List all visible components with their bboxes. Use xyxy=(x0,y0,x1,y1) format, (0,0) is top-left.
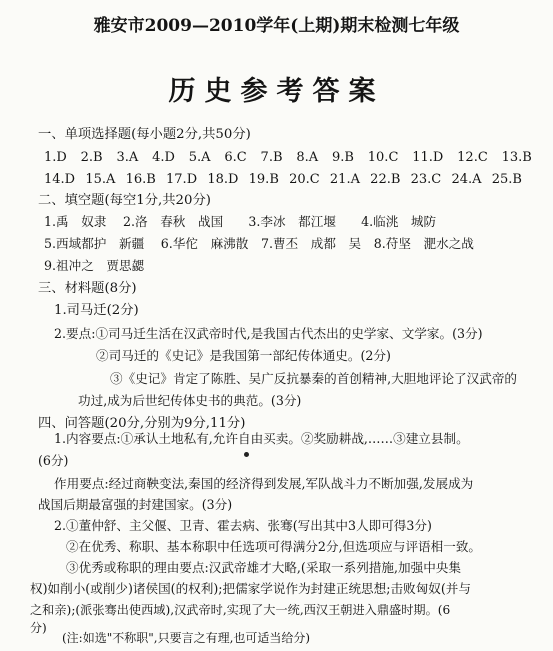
answer-4: 4.D xyxy=(152,150,175,165)
material-answer-2-point-1: 2.要点:①司马迁生活在汉武帝时代,是我国古代杰出的史学家、文学家。(3分) xyxy=(54,326,483,341)
answer-11: 11.D xyxy=(412,150,444,165)
answer-8: 8.A xyxy=(296,150,319,165)
answer-22: 22.B xyxy=(370,172,401,187)
answer-17: 17.D xyxy=(166,172,198,187)
answer-2: 2.B xyxy=(80,150,103,165)
answer-row-2 xyxy=(44,172,522,187)
material-answer-2-point-3: ③《史记》肯定了陈胜、吴广反抗暴秦的首创精神,大胆地评论了汉武帝的 xyxy=(110,371,518,386)
essay-2-point-3-cont-1: 权)如削小(或削少)诸侯国(的权利);把儒家学说作为封建正统思想;击败匈奴(并与 xyxy=(30,581,471,596)
answer-12: 12.C xyxy=(457,150,488,165)
answer-9: 9.B xyxy=(331,150,354,165)
answer-20: 20.C xyxy=(289,172,320,187)
essay-2-point-3-cont-2: 之和亲);(派张骞出使西域),汉武帝时,实现了大一统,西汉王朝进入鼎盛时期。(6 xyxy=(30,603,451,617)
answer-10: 10.C xyxy=(367,150,399,165)
answer-row-1 xyxy=(44,150,532,165)
fill-blank-line-3: 9.祖冲之 贾思勰 xyxy=(44,258,145,273)
essay-2-point-2: ②在优秀、称职、基本称职中任选项可得满分2分,但选项应与评语相一致。 xyxy=(66,539,482,554)
essay-2-point-3: ③优秀或称职的理由要点:汉武帝雄才大略,(采取一系列措施,加强中央集 xyxy=(66,560,461,575)
answer-15: 15.A xyxy=(85,172,116,187)
essay-1-effect-cont: 战国后期最富强的封建国家。(3分) xyxy=(38,497,233,512)
answer-21: 21.A xyxy=(329,172,360,187)
material-answer-1: 1.司马迁(2分) xyxy=(54,303,139,318)
material-answer-2-point-3-cont: 功过,成为后世纪传体史书的典范。(3分) xyxy=(78,393,302,408)
answer-24: 24.A xyxy=(451,172,482,187)
answer-13: 13.B xyxy=(501,150,532,165)
answer-1: 1.D xyxy=(44,150,67,165)
essay-1-content-score: (6分) xyxy=(38,453,69,468)
answer-14: 14.D xyxy=(44,172,76,187)
document-header: 雅安市2009—2010学年(上期)期末检测七年级 xyxy=(93,16,460,36)
answer-16: 16.B xyxy=(125,172,156,187)
section-3-heading: 三、材料题(8分) xyxy=(38,281,137,296)
document-title: 历史参考答案 xyxy=(168,76,385,107)
fill-blank-line-1: 1.禹 奴隶 2.洛 春秋 战国 3.李冰 都江堰 4.临洮 城防 xyxy=(44,214,437,229)
section-4-heading: 四、问答题(20分,分别为9分,11分) xyxy=(38,416,246,431)
essay-2-point-1: 2.①董仲舒、主父偃、卫青、霍去病、张骞(写出其中3人即可得3分) xyxy=(54,518,432,533)
section-1-heading: 一、单项选择题(每小题2分,共50分) xyxy=(38,127,251,142)
answer-18: 18.D xyxy=(207,172,239,187)
fill-blank-line-2: 5.西域都护 新疆 6.华佗 麻沸散 7.曹丕 成都 吴 8.苻坚 淝水之战 xyxy=(44,236,474,251)
answer-5: 5.A xyxy=(188,150,211,165)
answer-6: 6.C xyxy=(224,150,247,165)
essay-1-effect: 作用要点:经过商鞅变法,秦国的经济得到发展,军队战斗力不断加强,发展成为 xyxy=(54,476,474,491)
essay-2-point-3-score: 分) xyxy=(30,621,47,635)
answer-19: 19.B xyxy=(248,172,279,187)
material-answer-2-point-2: ②司马迁的《史记》是我国第一部纪传体通史。(2分) xyxy=(96,348,391,363)
essay-1-content: 1.内容要点:①承认土地私有,允许自由买卖。②奖励耕战,……③建立县制。 xyxy=(54,431,469,446)
answer-25: 25.B xyxy=(491,172,522,187)
section-2-heading: 二、填空题(每空1分,共20分) xyxy=(38,193,211,208)
grading-note: (注:如选"不称职",只要言之有理,也可适当给分) xyxy=(62,631,311,645)
answer-7: 7.B xyxy=(260,150,283,165)
answer-3: 3.A xyxy=(116,150,139,165)
ink-dot xyxy=(244,452,249,457)
answer-23: 23.C xyxy=(410,172,442,187)
